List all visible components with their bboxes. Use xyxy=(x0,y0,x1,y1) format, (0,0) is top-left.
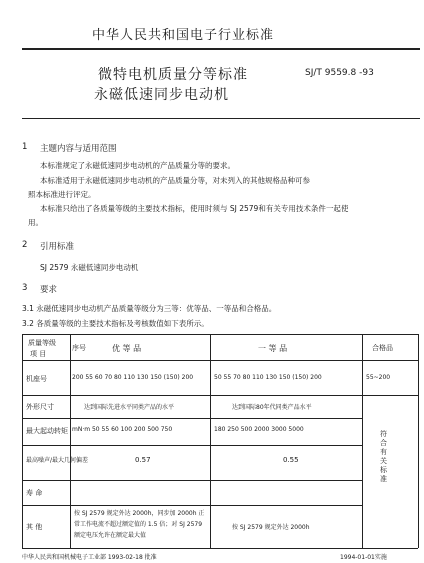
header-rule xyxy=(22,48,420,50)
section-3-title: 要求 xyxy=(40,285,58,295)
footer-effective: 1994-01-01实施 xyxy=(340,554,387,561)
section-1-paragraph-3b: 用。 xyxy=(28,218,43,227)
row-noise-label: 最高噪声/最大几何偏差 xyxy=(26,457,89,464)
table-col-first: 一 等 品 xyxy=(258,344,288,353)
row-seq-first: 50 55 70 80 110 130 150 (150) 200 xyxy=(214,374,322,381)
section-2-reference: SJ 2579 永磁低速同步电动机 xyxy=(40,263,139,272)
doc-title-line1: 微特电机质量分等标准 xyxy=(98,67,248,83)
table-corner-bottom: 项 目 xyxy=(30,350,47,358)
row-seq-label: 机座号 xyxy=(26,375,47,383)
row-outline-excellent: 达到国际先进水平同类产品的水平 xyxy=(84,404,175,411)
table-col-qualified: 合格品 xyxy=(372,344,393,352)
section-2-number: 2 xyxy=(22,240,28,250)
standard-header: 中华人民共和国电子行业标准 xyxy=(92,28,275,43)
section-2-title: 引用标准 xyxy=(40,242,75,252)
row-outline-label: 外形尺寸 xyxy=(26,403,54,411)
section-3-1: 3.1 永磁低速同步电动机产品质量等级分为三等：优等品、一等品和合格品。 xyxy=(22,304,277,313)
table-col-seq: 序号 xyxy=(72,344,86,352)
row-outline-first: 达到国际80年代同类产品水平 xyxy=(232,404,312,411)
section-1-paragraph-2b: 照本标准进行评定。 xyxy=(28,190,96,199)
doc-title-line2: 永磁低速同步电动机 xyxy=(94,87,229,103)
row-seq-qualified: 55~200 xyxy=(366,374,391,381)
row-startup-first: 180 250 500 2000 3000 5000 xyxy=(214,426,304,433)
row-noise-first: 0.55 xyxy=(283,456,299,464)
table-col-excellent: 优 等 品 xyxy=(112,344,142,353)
row-other-excellent: 按 SJ 2579 规定外达 2000h，同步加 2000h 正常工作电流不超过额定值的 1.5 倍；对 SJ 2579 额定电压允许在额定最大值 xyxy=(74,510,205,539)
section-3-number: 3 xyxy=(22,283,28,293)
section-1-paragraph-2: 本标准适用于永磁低速同步电动机的产品质量分等，对未列入的其他规格品种可参 xyxy=(40,176,310,185)
row-other-first: 按 SJ 2579 规定外达 2000h xyxy=(232,524,310,531)
row-noise-excellent: 0.57 xyxy=(135,456,151,464)
footer-approval: 中华人民共和国机械电子工业部 1993-02-18 批准 xyxy=(22,554,157,561)
section-1-paragraph-3: 本标准只给出了各质量等级的主要技术指标，使用时须与 SJ 2579和有关专用技术条件一起使 xyxy=(40,204,349,213)
row-seq-excellent: 200 55 60 70 80 110 130 150 (150) 200 xyxy=(72,374,194,381)
standard-code: SJ/T 9559.8 -93 xyxy=(305,68,374,78)
table-corner-top: 质量等级 xyxy=(28,339,56,347)
qualified-note: 符合有关标准 xyxy=(380,430,387,483)
section-1-paragraph-1: 本标准规定了永磁低速同步电动机的产品质量分等的要求。 xyxy=(40,161,235,170)
section-1-title: 主题内容与适用范围 xyxy=(40,144,117,154)
title-rule xyxy=(22,118,420,119)
row-startup-excellent: mN·m 50 55 60 100 200 500 750 xyxy=(72,426,173,433)
row-life-label: 寿 命 xyxy=(26,489,43,497)
section-1-number: 1 xyxy=(22,142,28,152)
row-other-label: 其 他 xyxy=(26,523,43,531)
section-3-2: 3.2 各质量等级的主要技术指标及考核数值如下表所示。 xyxy=(22,319,209,328)
row-startup-label: 最大起动转矩 xyxy=(26,427,68,435)
